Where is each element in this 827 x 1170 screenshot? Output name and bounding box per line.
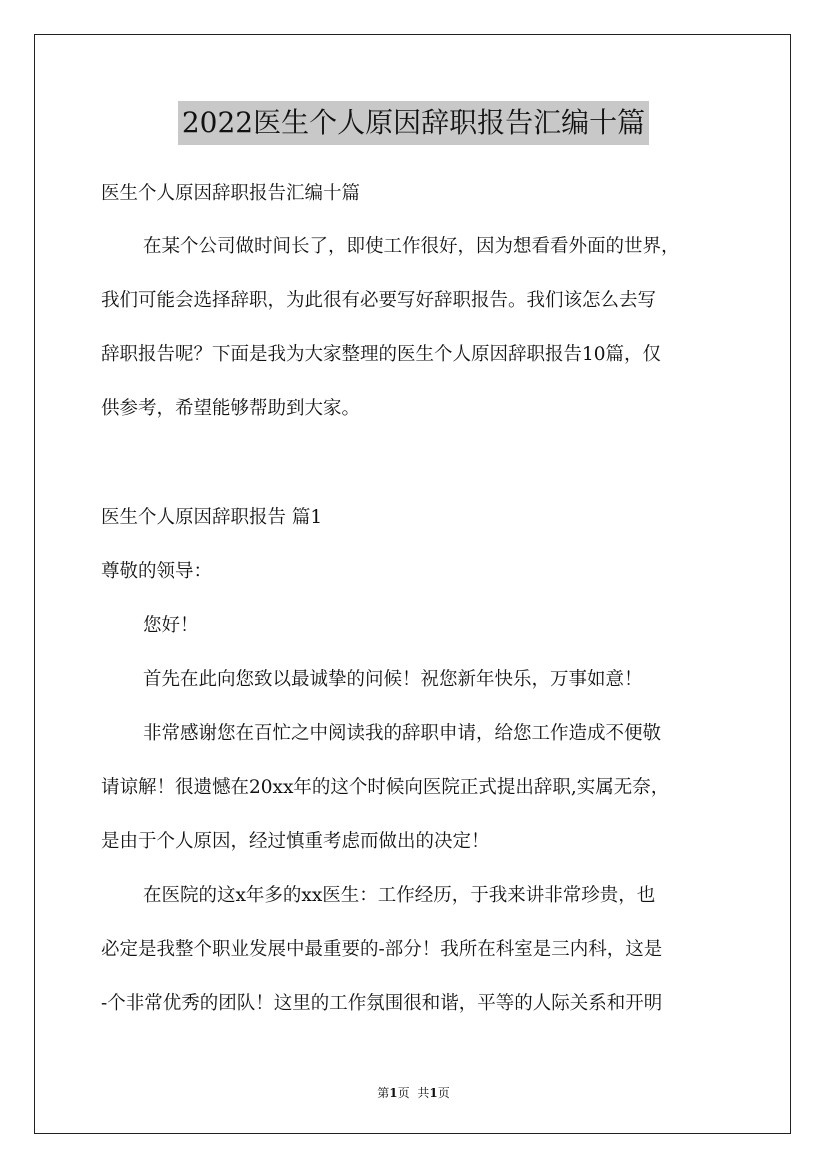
paragraph-line: -个非常优秀的团队！这里的工作氛围很和谐，平等的人际关系和开明 [101, 993, 663, 1014]
section-heading: 医生个人原因辞职报告 篇1 [101, 507, 323, 528]
paragraph-line: 我们可能会选择辞职，为此很有必要写好辞职报告。我们该怎么去写 [101, 290, 657, 311]
paragraph-line: 非常感谢您在百忙之中阅读我的辞职申请，给您工作造成不便敬 [143, 723, 662, 744]
total-label-suffix: 页 [437, 1086, 450, 1100]
salutation: 尊敬的领导： [101, 561, 213, 582]
page-label-prefix: 第 [377, 1086, 390, 1100]
title-wrap [0, 101, 827, 145]
paragraph-line: 在某个公司做时间长了，即使工作很好，因为想看看外面的世界， [143, 236, 680, 257]
paragraph-line: 必定是我整个职业发展中最重要的-部分！我所在科室是三内科，这是 [101, 939, 663, 960]
paragraph-line: 在医院的这x年多的xx医生：工作经历，于我来讲非常珍贵，也 [143, 885, 656, 906]
paragraph-line: 辞职报告呢？下面是我为大家整理的医生个人原因辞职报告10篇，仅 [101, 344, 662, 365]
paragraph-line: 首先在此向您致以最诚挚的问候！祝您新年快乐，万事如意！ [143, 669, 643, 690]
page-number: 1 [389, 1086, 398, 1100]
paragraph-line: 供参考，希望能够帮助到大家。 [101, 398, 361, 419]
greeting: 您好！ [143, 615, 199, 636]
total-pages: 1 [429, 1086, 438, 1100]
document-title: 2022医生个人原因辞职报告汇编十篇 [178, 101, 649, 145]
subtitle-line: 医生个人原因辞职报告汇编十篇 [101, 183, 361, 204]
paragraph-line: 请谅解！很遗憾在20xx年的这个时候向医院正式提出辞职,实属无奈， [101, 777, 670, 798]
page-footer [0, 1084, 827, 1101]
paragraph-line: 是由于个人原因，经过慎重考虑而做出的决定！ [101, 831, 490, 852]
page-label-suffix: 页 [397, 1086, 410, 1100]
total-label-prefix: 共 [417, 1086, 430, 1100]
